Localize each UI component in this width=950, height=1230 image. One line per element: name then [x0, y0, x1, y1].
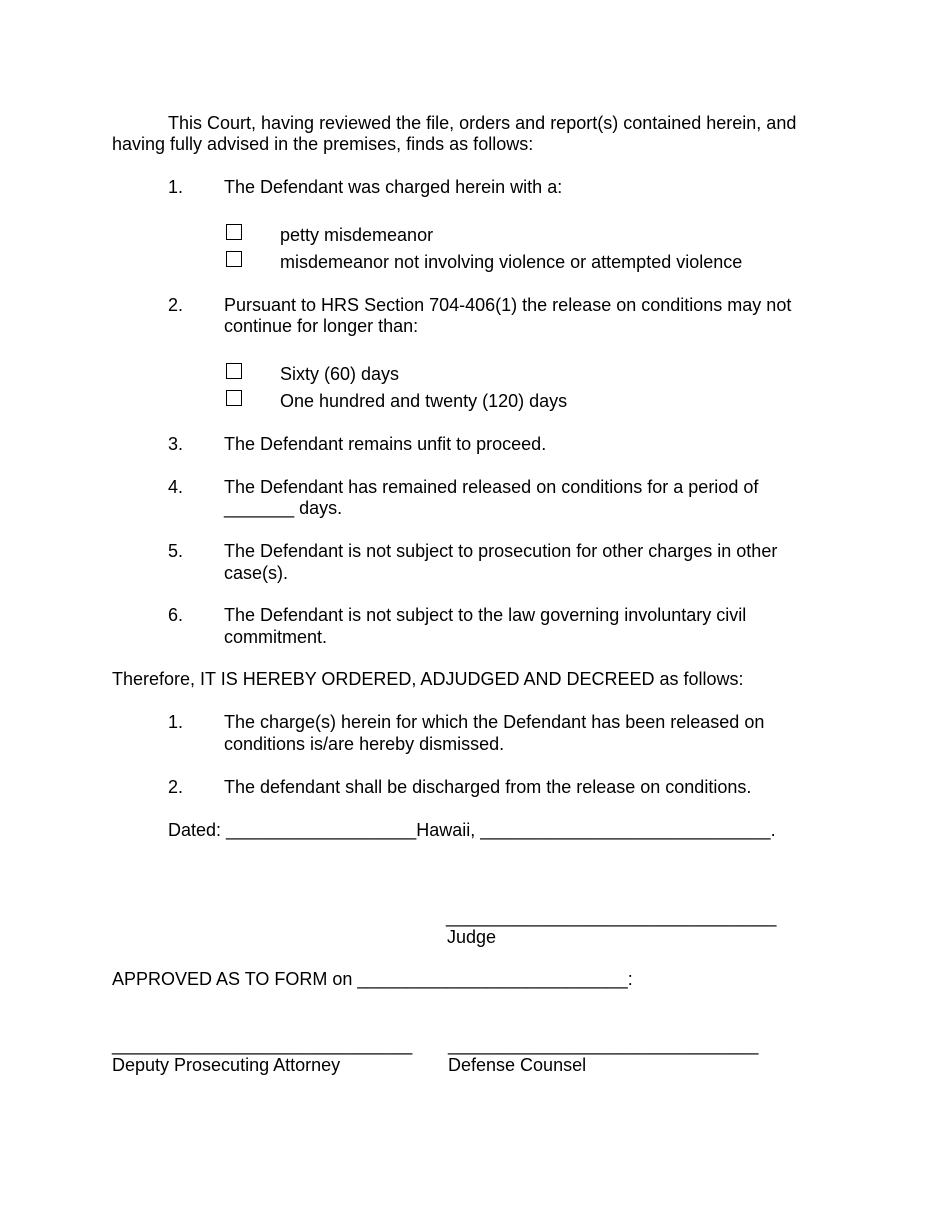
approved-as-to-form-line[interactable]: APPROVED AS TO FORM on ___________________________:	[112, 969, 633, 989]
order-2-number: 2.	[168, 777, 184, 797]
finding-6-line-1: The Defendant is not subject to the law governing involuntary civil	[224, 605, 747, 625]
finding-5-number: 5.	[168, 541, 184, 561]
finding-5-line-2: case(s).	[224, 563, 289, 583]
finding-6-number: 6.	[168, 605, 184, 625]
finding-2-line-2: continue for longer than:	[224, 316, 419, 336]
finding-6-line-2: commitment.	[224, 627, 328, 647]
finding-5-line-1: The Defendant is not subject to prosecution for other charges in other	[224, 541, 778, 561]
defense-label: Defense Counsel	[448, 1055, 587, 1075]
intro-line-2: having fully advised in the premises, finds as follows:	[112, 134, 534, 154]
finding-3-text: The Defendant remains unfit to proceed.	[224, 434, 547, 454]
order-heading: Therefore, IT IS HEREBY ORDERED, ADJUDGED AND DECREED as follows:	[112, 669, 744, 689]
checkbox-one-twenty-days[interactable]	[226, 390, 242, 406]
order-1-line-2: conditions is/are hereby dismissed.	[224, 734, 505, 754]
checkbox-petty-misdemeanor[interactable]	[226, 224, 242, 240]
finding-2-number: 2.	[168, 295, 184, 315]
option-petty-misdemeanor: petty misdemeanor	[280, 225, 434, 245]
checkbox-misdemeanor-no-violence[interactable]	[226, 251, 242, 267]
judge-signature-line[interactable]: _________________________________	[446, 907, 777, 927]
option-misdemeanor-no-violence: misdemeanor not involving violence or attempted violence	[280, 252, 743, 272]
checkbox-sixty-days[interactable]	[226, 363, 242, 379]
defense-signature-line[interactable]: _______________________________	[448, 1035, 759, 1055]
prosecutor-label: Deputy Prosecuting Attorney	[112, 1055, 341, 1075]
dated-line[interactable]: Dated: ___________________Hawaii, _____________________________.	[168, 820, 776, 840]
finding-2-line-1: Pursuant to HRS Section 704-406(1) the release on conditions may not	[224, 295, 792, 315]
prosecutor-signature-line[interactable]: ______________________________	[112, 1035, 413, 1055]
finding-3-number: 3.	[168, 434, 184, 454]
option-one-twenty-days: One hundred and twenty (120) days	[280, 391, 568, 411]
order-1-line-1: The charge(s) herein for which the Defendant has been released on	[224, 712, 765, 732]
finding-4-line-1: The Defendant has remained released on conditions for a period of	[224, 477, 759, 497]
finding-1-text: The Defendant was charged herein with a:	[224, 177, 563, 197]
intro-line-1: This Court, having reviewed the file, orders and report(s) contained herein, and	[168, 113, 797, 133]
order-2-text: The defendant shall be discharged from the release on conditions.	[224, 777, 752, 797]
judge-label: Judge	[447, 927, 497, 947]
option-sixty-days: Sixty (60) days	[280, 364, 400, 384]
finding-4-number: 4.	[168, 477, 184, 497]
finding-4-line-2: _______ days.	[224, 498, 343, 518]
order-1-number: 1.	[168, 712, 184, 732]
finding-1-number: 1.	[168, 177, 184, 197]
